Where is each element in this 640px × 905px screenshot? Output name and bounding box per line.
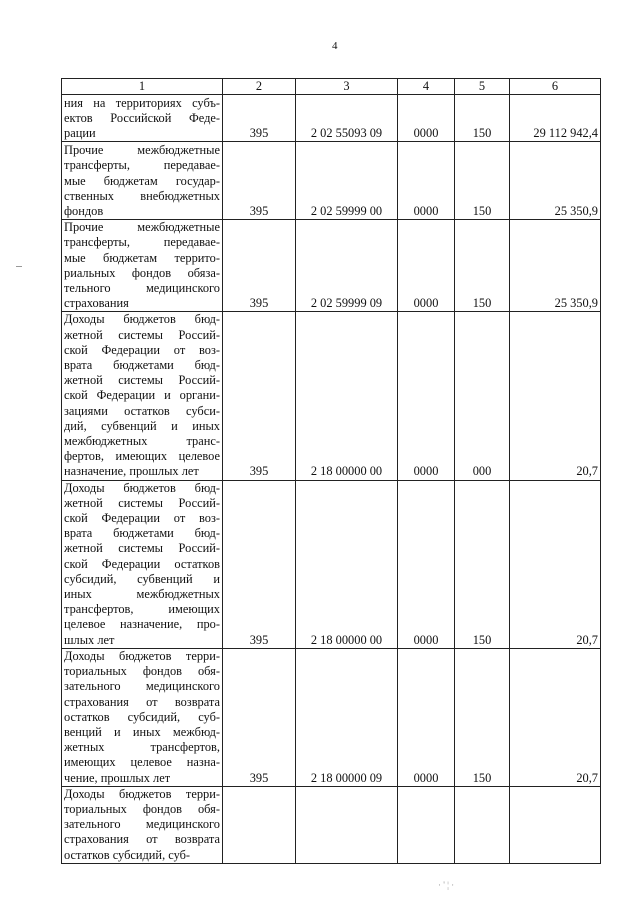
revenue-name-line: ственных внебюджетных — [64, 188, 220, 203]
subtype-code-cell: 0000 — [398, 312, 455, 480]
revenue-name-cell — [62, 142, 223, 220]
budget-code-cell: 2 18 00000 00 — [296, 312, 398, 480]
budget-code-cell: 2 18 00000 00 — [296, 480, 398, 648]
revenue-name-cell — [62, 648, 223, 786]
kosgu-code-cell: 150 — [455, 220, 510, 312]
revenue-name-line: межбюджетных транс- — [64, 434, 220, 449]
revenue-name-line: имеющих целевое назна- — [64, 755, 220, 770]
revenue-name-line: дий, субвенций и иных — [64, 418, 220, 433]
revenue-name-line: ториальных фондов обя- — [64, 801, 220, 816]
revenue-name-line: рации — [64, 126, 96, 140]
budget-code-cell: 2 02 59999 00 — [296, 142, 398, 220]
amount-cell: 29 112 942,4 — [510, 95, 601, 142]
budget-code-cell: 2 18 00000 09 — [296, 648, 398, 786]
budget-code-cell: 2 02 55093 09 — [296, 95, 398, 142]
revenue-name-line: Доходы бюджетов терри- — [64, 786, 220, 801]
revenue-name-line: чение, прошлых лет — [64, 770, 171, 785]
scan-mark — [16, 266, 22, 267]
admin-code-cell: 395 — [223, 480, 296, 648]
revenue-name-line: Доходы бюджетов терри- — [64, 648, 220, 663]
revenue-name-line: зательного медицинского — [64, 679, 220, 694]
page-number: 4 — [332, 40, 338, 52]
subtype-code-cell: 0000 — [398, 220, 455, 312]
header-col-6: 6 — [510, 79, 601, 95]
header-col-1: 1 — [62, 79, 223, 95]
revenue-name-line: иных межбюджетных — [64, 587, 220, 602]
revenue-name-cell — [62, 786, 223, 863]
table-row — [62, 95, 601, 142]
subtype-code-cell: 0000 — [398, 95, 455, 142]
revenue-name-line: врата бюджетами бюд- — [64, 358, 220, 373]
table-row — [62, 312, 601, 480]
admin-code-cell: 395 — [223, 142, 296, 220]
revenue-name-line: жетных трансфертов, — [64, 740, 220, 755]
revenue-name-line: мые бюджетам террито- — [64, 250, 220, 265]
amount-cell: 20,7 — [510, 648, 601, 786]
kosgu-code-cell — [455, 786, 510, 863]
kosgu-code-cell: 150 — [455, 480, 510, 648]
revenue-name-line: ториальных фондов обя- — [64, 664, 220, 679]
amount-cell: 20,7 — [510, 312, 601, 480]
kosgu-code-cell: 150 — [455, 142, 510, 220]
table-row — [62, 648, 601, 786]
revenue-name-line: трансферты, передавае- — [64, 158, 220, 173]
header-col-2: 2 — [223, 79, 296, 95]
scan-specks: · ' ¦ · — [438, 880, 455, 890]
table-row — [62, 220, 601, 312]
revenue-name-line: риальных фондов обяза- — [64, 265, 220, 280]
admin-code-cell — [223, 786, 296, 863]
kosgu-code-cell: 150 — [455, 648, 510, 786]
revenue-name-line: трансфертов, имеющих — [64, 602, 220, 617]
revenue-name-line: венций и иных межбюд- — [64, 724, 220, 739]
revenue-name-line: жетной системы Россий- — [64, 495, 220, 510]
revenue-name-line: шлых лет — [64, 632, 115, 647]
budget-code-cell — [296, 786, 398, 863]
table-row — [62, 786, 601, 863]
kosgu-code-cell: 000 — [455, 312, 510, 480]
amount-cell: 25 350,9 — [510, 142, 601, 220]
revenue-name-line: зациями остатков субси- — [64, 403, 220, 418]
subtype-code-cell: 0000 — [398, 648, 455, 786]
subtype-code-cell — [398, 786, 455, 863]
revenue-name-line: Прочие межбюджетные — [64, 143, 220, 158]
revenue-name-line: субсидий, субвенций и — [64, 571, 220, 586]
revenue-name-cell — [62, 95, 223, 142]
revenue-name-line: жетной системы Россий- — [64, 373, 220, 388]
revenue-name-line: остатков субсидий, суб- — [64, 847, 191, 862]
admin-code-cell: 395 — [223, 220, 296, 312]
revenue-name-line: тельного медицинского — [64, 281, 220, 296]
budget-revenue-table — [61, 78, 601, 864]
amount-cell: 25 350,9 — [510, 220, 601, 312]
revenue-name-cell — [62, 480, 223, 648]
revenue-name-line: Прочие межбюджетные — [64, 220, 220, 235]
revenue-name-line: мые бюджетам государ- — [64, 173, 220, 188]
revenue-name-line: страхования от возврата — [64, 694, 220, 709]
revenue-name-line: Доходы бюджетов бюд- — [64, 312, 220, 327]
revenue-name-line: жетной системы Россий- — [64, 541, 220, 556]
subtype-code-cell: 0000 — [398, 480, 455, 648]
revenue-name-line: жетной системы Россий- — [64, 327, 220, 342]
amount-cell: 20,7 — [510, 480, 601, 648]
admin-code-cell: 395 — [223, 95, 296, 142]
admin-code-cell: 395 — [223, 312, 296, 480]
revenue-name-line: целевое назначение, про- — [64, 617, 220, 632]
revenue-name-line: врата бюджетами бюд- — [64, 526, 220, 541]
kosgu-code-cell: 150 — [455, 95, 510, 142]
header-col-3: 3 — [296, 79, 398, 95]
revenue-name-line: ектов Российской Феде- — [64, 110, 220, 125]
revenue-name-line: ской Федерации от воз- — [64, 511, 220, 526]
admin-code-cell: 395 — [223, 648, 296, 786]
table-row — [62, 480, 601, 648]
revenue-name-line: Доходы бюджетов бюд- — [64, 480, 220, 495]
revenue-name-line: страхования от возврата — [64, 832, 220, 847]
revenue-name-line: ской Федерации остатков — [64, 556, 220, 571]
revenue-name-cell — [62, 312, 223, 480]
revenue-name-line: трансферты, передавае- — [64, 235, 220, 250]
column-number-row — [62, 79, 601, 95]
amount-cell — [510, 786, 601, 863]
header-col-5: 5 — [455, 79, 510, 95]
revenue-name-line: страхования — [64, 296, 129, 311]
revenue-name-line: фертов, имеющих целевое — [64, 449, 220, 464]
header-col-4: 4 — [398, 79, 455, 95]
revenue-name-line: остатков субсидий, суб- — [64, 709, 220, 724]
revenue-name-line: зательного медицинского — [64, 817, 220, 832]
subtype-code-cell: 0000 — [398, 142, 455, 220]
revenue-name-line: фондов — [64, 204, 104, 218]
budget-code-cell: 2 02 59999 09 — [296, 220, 398, 312]
revenue-name-line: назначение, прошлых лет — [64, 464, 199, 479]
revenue-name-line: ния на территориях субъ- — [64, 95, 220, 110]
revenue-name-line: ской Федерации и органи- — [64, 388, 220, 403]
revenue-name-line: ской Федерации от воз- — [64, 342, 220, 357]
table-row — [62, 142, 601, 220]
revenue-name-cell — [62, 220, 223, 312]
